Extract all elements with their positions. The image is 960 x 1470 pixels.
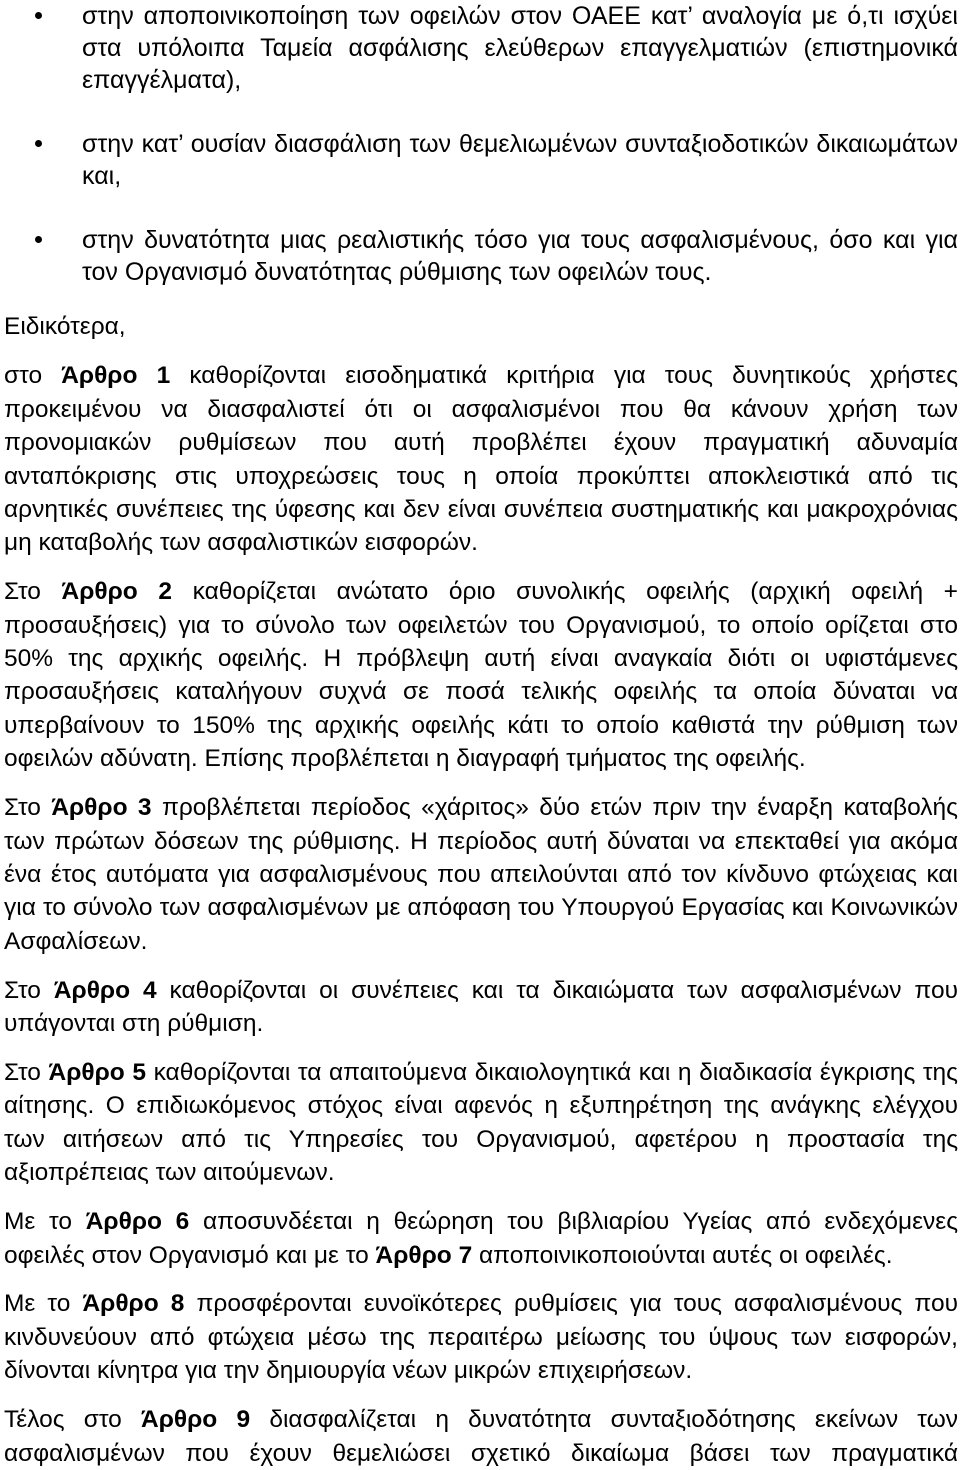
paragraph-lead: Στο [4,976,54,1004]
bullet-icon [35,140,42,147]
paragraph-article-1 [0,359,960,559]
intro-text: Ειδικότερα, [4,313,126,340]
paragraph-lead: Με το [4,1208,86,1236]
paragraph-lead: στο [4,362,62,390]
article-ref: Άρθρο 1 [61,362,171,390]
paragraph-body: προσφέρονται ευνοϊκότερες ρυθμίσεις για τους ασφαλισμένους που κινδυνεύουν από φτώχεια μέσω της περαιτέρω μείωσης του ύψους των εισφορών, δίνονται κίνητρα για την δημιουργία νέων μικρών επιχειρήσεων. [4,1290,958,1385]
paragraph-body: καθορίζονται οι συνέπειες και τα δικαιώματα των ασφαλισμένων που υπάγονται στη ρύθμιση. [4,976,958,1038]
paragraph-article-6-7 [0,1205,960,1272]
paragraph-article-8 [0,1287,960,1387]
article-ref: Άρθρο 9 [141,1406,251,1434]
paragraph-article-9 [0,1403,960,1470]
bullet-text: στην κατ’ ουσίαν διασφάλιση των θεμελιωμένων συνταξιοδοτικών δικαιωμάτων και, [82,130,958,190]
paragraph-body: αποποινικοποιούνται αυτές οι οφειλές. [472,1241,893,1269]
article-ref: Άρθρο 8 [82,1290,185,1318]
paragraph-body: καθορίζεται ανώτατο όριο συνολικής οφειλής (αρχική οφειλή + προσαυξήσεις) για το σύνολο των οφειλετών του Οργανισμού, το οποίο ορίζεται στο 50% της αρχικής οφειλής. Η πρόβλεψη αυτή είναι αναγκαία διότι οι υφιστάμενες προσαυξήσεις καταλήγουν συχνά σε ποσά τελικής οφειλής τα οποία δύναται να υπερβαίνουν το 150% της αρχικής οφειλής κάτι το οποίο καθιστά την ρύθμιση των οφειλών αδύνατη. Επίσης προβλέπεται η διαγραφή τμήματος της οφειλής. [4,578,958,773]
article-ref: Άρθρο 2 [61,578,173,606]
bullet-icon [35,12,42,19]
paragraph-body: διασφαλίζεται η δυνατότητα συνταξιοδότησης εκείνων των ασφαλισμένων που έχουν θεμελιώσει σχετικό δικαίωμα βάσει των πραγματικά [4,1406,958,1467]
article-ref: Άρθρο 6 [85,1208,190,1236]
paragraph-article-3 [0,791,960,958]
paragraph-lead: Τέλος στο [4,1406,142,1434]
article-ref: Άρθρο 5 [48,1059,146,1087]
paragraph-article-4 [0,974,960,1041]
bullet-icon [35,236,42,243]
paragraph-body: προβλέπεται περίοδος «χάριτος» δύο ετών πριν την έναρξη καταβολής των πρώτων δόσεων της ρύθμισης. Η περίοδος αυτή δύναται να επεκταθεί για ακόμα ένα έτος αυτόματα για ασφαλισμένους που απειλούνται από τον κίνδυνο φτώχειας και για το σύνολο των ασφαλισμένων με απόφαση του Υπουργού Εργασίας και Κοινωνικών Ασφαλίσεων. [4,794,958,955]
bullet-item [0,128,960,192]
paragraph-body: αποσυνδέεται η θεώρηση του βιβλιαρίου Υγείας από ενδεχόμενες οφειλές στον Οργανισμό και με το [4,1208,959,1269]
paragraph-body: καθορίζονται τα απαιτούμενα δικαιολογητικά και η διαδικασία έγκρισης της αίτησης. Ο επιδιωκόμενος στόχος είναι αφενός η εξυπηρέτηση της ανάγκης ελέγχου των αιτήσεων από τις Υπηρεσίες του Οργανισμού, αφετέρου η προστασία της αξιοπρέπειας των αιτούμενων. [4,1059,958,1187]
bullet-list [0,0,960,288]
bullet-item [0,224,960,288]
paragraph-body: καθορίζονται εισοδηματικά κριτήρια για τους δυνητικούς χρήστες προκειμένου να διασφαλιστεί ότι οι ασφαλισμένοι που θα κάνουν χρήση των προνομιακών ρυθμίσεων που αυτή προβλέπει έχουν πραγματική αδυναμία ανταπόκρισης στις υποχρεώσεις τους η οποία προκύπτει αποκλειστικά από τις αρνητικές συνέπειες της ύφεσης και δεν είναι συνέπεια συστηματικής και μακροχρόνιας μη καταβολής των ασφαλιστικών εισφορών. [4,362,959,557]
paragraph-lead: Στο [4,1059,49,1087]
bullet-text: στην αποποινικοποίηση των οφειλών στον ΟΑΕΕ κατ’ αναλογία με ό,τι ισχύει στα υπόλοιπα Ταμεία ασφάλισης ελεύθερων επαγγελματιών (επιστημονικά επαγγέλματα), [82,2,958,94]
paragraph-lead: Στο [4,578,62,606]
paragraph-article-2 [0,575,960,775]
bullet-text: στην δυνατότητα μιας ρεαλιστικής τόσο για τους ασφαλισμένους, όσο και για τον Οργανισμό δυνατότητας ρύθμισης των οφειλών τους. [82,226,958,286]
bullet-item [0,0,960,96]
paragraph-article-5 [0,1056,960,1190]
article-ref: Άρθρο 7 [375,1241,473,1269]
paragraph-lead: Με το [4,1290,83,1318]
article-ref: Άρθρο 3 [51,794,152,822]
paragraph-lead: Στο [4,794,52,822]
article-ref: Άρθρο 4 [53,976,157,1004]
